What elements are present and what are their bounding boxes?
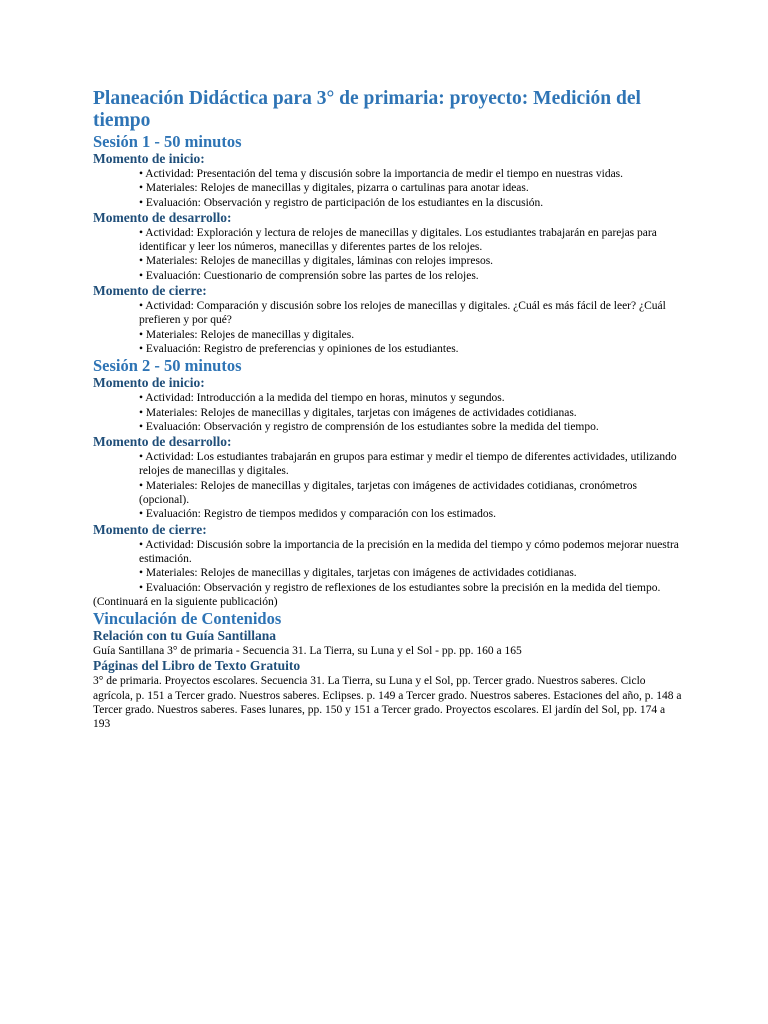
document-page (93, 88, 683, 732)
list-item: • Actividad: Exploración y lectura de relojes de manecillas y digitales. Los estudiantes trabajarán en parejas para identificar y leer los números, manecillas y diferentes partes de los relojes. (139, 226, 657, 254)
list-item: • Actividad: Los estudiantes trabajarán en grupos para estimar y medir el tiempo de diferentes actividades, utilizando relojes de manecillas y digitales. (139, 451, 677, 478)
session-1-moment-inicio-title: Momento de inicio: (93, 151, 205, 166)
document-title: Planeación Didáctica para 3° de primaria: proyecto: Medición del tiempo (93, 88, 641, 131)
session-1-moment-cierre-list (93, 299, 683, 356)
vinculacion-title: Vinculación de Contenidos (93, 609, 282, 629)
list-item: • Evaluación: Observación y registro de reflexiones de los estudiantes sobre la precisión en la medida del tiempo. (139, 581, 661, 594)
session-1-title: Sesión 1 - 50 minutos (93, 132, 242, 151)
session-2-moment-cierre-title: Momento de cierre: (93, 521, 207, 537)
session-2-moment-cierre-list (93, 538, 683, 595)
list-item: • Materiales: Relojes de manecillas y digitales, pizarra o cartulinas para anotar ideas. (139, 182, 529, 195)
session-2-moment-desarrollo-list (93, 450, 683, 521)
santillana-title: Relación con tu Guía Santillana (93, 628, 277, 644)
session-2-moment-desarrollo-title: Momento de desarrollo: (93, 434, 232, 450)
session-1-moment-desarrollo-title: Momento de desarrollo: (93, 209, 232, 225)
list-item: • Materiales: Relojes de manecillas y digitales, tarjetas con imágenes de actividades cotidianas. (139, 406, 577, 419)
continuation-note: (Continuará en la siguiente publicación) (93, 595, 278, 608)
session-2-moment-inicio-title: Momento de inicio: (93, 375, 205, 391)
libro-title: Páginas del Libro de Texto Gratuito (93, 658, 301, 674)
list-item: • Evaluación: Observación y registro de participación de los estudiantes en la discusión. (139, 196, 544, 209)
list-item: • Actividad: Discusión sobre la importancia de la precisión en la medida del tiempo y cómo podemos mejorar nuestra estimación. (139, 538, 679, 565)
session-1-moment-cierre-title: Momento de cierre: (93, 283, 207, 299)
list-item: • Actividad: Presentación del tema y discusión sobre la importancia de medir el tiempo en nuestras vidas. (139, 168, 624, 180)
list-item: • Evaluación: Registro de tiempos medidos y comparación con los estimados. (139, 508, 496, 521)
list-item: • Actividad: Comparación y discusión sobre los relojes de manecillas y digitales. ¿Cuál es más fácil de leer? ¿Cuál prefieren y por qué? (139, 300, 666, 327)
santillana-text: Guía Santillana 3° de primaria - Secuencia 31. La Tierra, su Luna y el Sol - pp. pp. 160 a 165 (93, 645, 522, 658)
list-item: • Materiales: Relojes de manecillas y digitales, tarjetas con imágenes de actividades cotidianas. (139, 567, 577, 580)
libro-text: 3° de primaria. Proyectos escolares. Secuencia 31. La Tierra, su Luna y el Sol, pp. Tercer grado. Nuestros saberes. Ciclo agrícola, p. 151 a Tercer grado. Nuestros saberes. Eclipses. p. 149 a Tercer grado. Nuestros saberes. Estaciones del año, p. 148 a Tercer grado. Nuestros saberes. Fases lunares, pp. 150 y 151 a Tercer grado. Proyectos escolares. El jardín del Sol, pp. 174 a 193 (93, 675, 682, 731)
session-2-title: Sesión 2 - 50 minutos (93, 356, 242, 376)
session-1-moment-desarrollo-list (93, 226, 683, 283)
list-item: • Materiales: Relojes de manecillas y digitales. (139, 328, 355, 341)
list-item: • Materiales: Relojes de manecillas y digitales, láminas con relojes impresos. (139, 255, 494, 268)
session-1-moment-inicio-list (93, 167, 683, 210)
session-2-moment-inicio-list (93, 391, 683, 434)
list-item: • Evaluación: Cuestionario de comprensión sobre las partes de los relojes. (139, 269, 479, 282)
list-item: • Actividad: Introducción a la medida del tiempo en horas, minutos y segundos. (139, 392, 505, 405)
list-item: • Evaluación: Registro de preferencias y opiniones de los estudiantes. (139, 342, 459, 355)
list-item: • Materiales: Relojes de manecillas y digitales, tarjetas con imágenes de actividades cotidianas, cronómetros (opcional). (139, 479, 638, 507)
list-item: • Evaluación: Observación y registro de comprensión de los estudiantes sobre la medida del tiempo. (139, 420, 599, 433)
